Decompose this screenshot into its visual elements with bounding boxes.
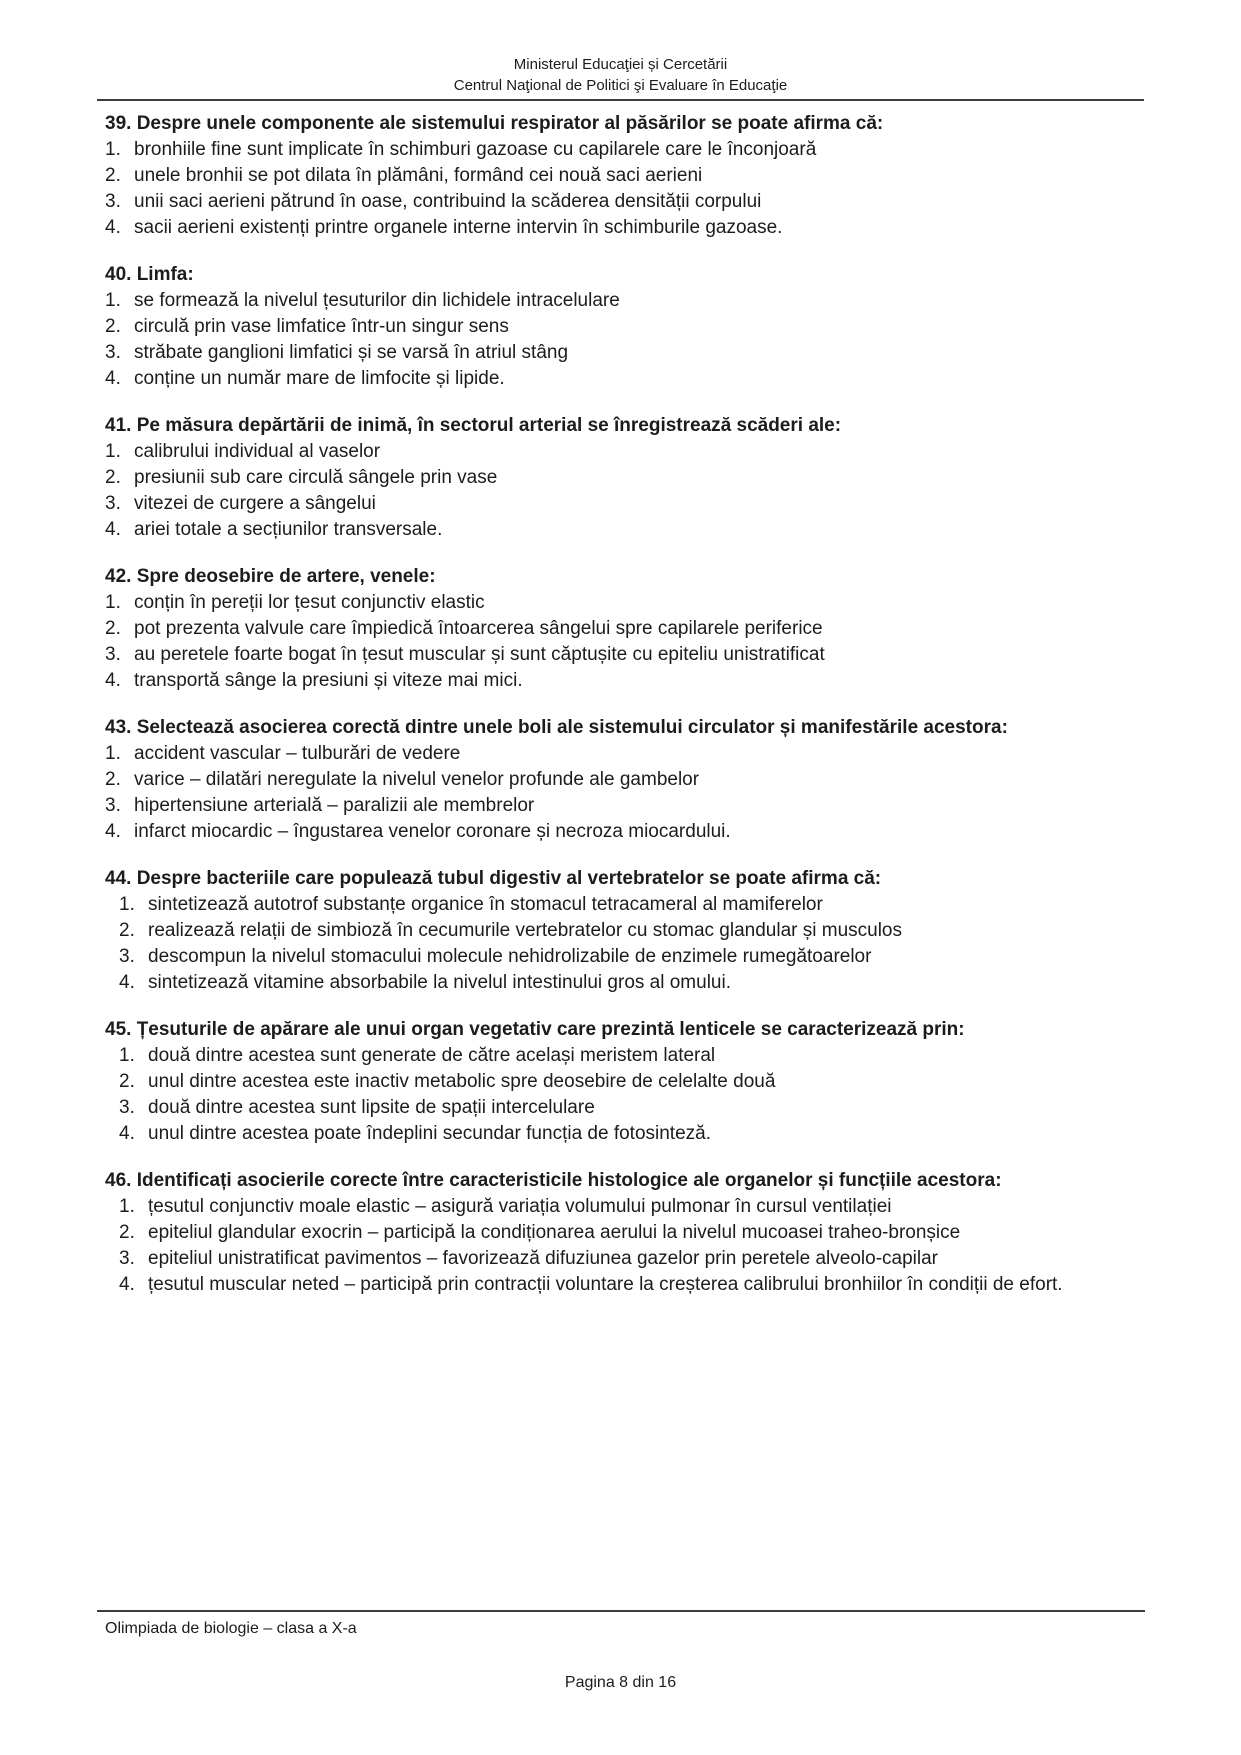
option-row <box>105 1043 1141 1069</box>
option-row <box>105 1194 1141 1220</box>
option-row <box>105 819 1141 845</box>
option-number: 2. <box>105 165 121 186</box>
option-row <box>105 137 1141 163</box>
question-block <box>105 866 1141 996</box>
option-text: conține un număr mare de limfocite și lipide. <box>134 368 505 389</box>
option-number: 2. <box>105 618 121 639</box>
option-number: 4. <box>105 519 121 540</box>
option-row <box>105 288 1141 314</box>
footer-divider <box>97 1610 1145 1612</box>
option-row <box>105 1121 1141 1147</box>
option-text: sintetizează vitamine absorbabile la nivelul intestinului gros al omului. <box>148 972 731 993</box>
option-text: unii saci aerieni pătrund în oase, contribuind la scăderea densității corpului <box>134 191 762 212</box>
option-number: 2. <box>119 1071 135 1092</box>
question-title: 44. Despre bacteriile care populează tubul digestiv al vertebratelor se poate afirma că: <box>105 868 882 889</box>
question-title: 45. Țesuturile de apărare ale unui organ vegetativ care prezintă lenticele se caracterizează prin: <box>105 1019 965 1040</box>
option-number: 2. <box>119 1222 135 1243</box>
option-row <box>105 439 1141 465</box>
option-text: accident vascular – tulburări de vedere <box>134 743 461 764</box>
question-block <box>105 1017 1141 1147</box>
question-block <box>105 564 1141 694</box>
option-text: sacii aerieni existenți printre organele interne intervin în schimburile gazoase. <box>134 217 783 238</box>
option-row <box>105 517 1141 543</box>
option-number: 4. <box>119 1123 135 1144</box>
option-text: epiteliul unistratificat pavimentos – favorizează difuziunea gazelor prin peretele alveolo-capilar <box>148 1248 938 1269</box>
option-row <box>105 918 1141 944</box>
option-number: 4. <box>105 217 121 238</box>
question-options <box>105 590 1141 694</box>
option-text: epiteliul glandular exocrin – participă la condiționarea aerului la nivelul mucoasei traheo-bronșice <box>148 1222 961 1243</box>
option-text: presiunii sub care circulă sângele prin vase <box>134 467 498 488</box>
option-text: bronhiile fine sunt implicate în schimburi gazoase cu capilarele care le înconjoară <box>134 139 817 160</box>
option-number: 4. <box>119 1274 135 1295</box>
option-number: 3. <box>105 191 121 212</box>
option-number: 3. <box>105 795 121 816</box>
option-number: 3. <box>105 493 121 514</box>
question-options <box>105 892 1141 996</box>
question-title: 42. Spre deosebire de artere, venele: <box>105 566 436 587</box>
option-row <box>105 892 1141 918</box>
option-text: două dintre acestea sunt lipsite de spații intercelulare <box>148 1097 595 1118</box>
option-number: 4. <box>119 972 135 993</box>
option-text: pot prezenta valvule care împiedică întoarcerea sângelui spre capilarele periferice <box>134 618 823 639</box>
option-number: 3. <box>119 1248 135 1269</box>
option-number: 1. <box>105 743 121 764</box>
option-row <box>105 642 1141 668</box>
question-options <box>105 741 1141 845</box>
option-text: unele bronhii se pot dilata în plămâni, formând cei nouă saci aerieni <box>134 165 703 186</box>
option-number: 1. <box>105 139 121 160</box>
option-row <box>105 767 1141 793</box>
option-number: 4. <box>105 670 121 691</box>
option-row <box>105 944 1141 970</box>
option-text: țesutul conjunctiv moale elastic – asigură variația volumului pulmonar în cursul ventilației <box>148 1196 892 1217</box>
footer-page-number: Pagina 8 din 16 <box>564 1674 677 1691</box>
option-text: descompun la nivelul stomacului molecule nehidrolizabile de enzimele rumegătoarelor <box>148 946 872 967</box>
question-title: 39. Despre unele componente ale sistemului respirator al păsărilor se poate afirma că: <box>105 113 884 134</box>
option-text: realizează relații de simbioză în cecumurile vertebratelor cu stomac glandular și musculos <box>148 920 902 941</box>
option-number: 1. <box>105 290 121 311</box>
question-block <box>105 111 1141 241</box>
question-options <box>105 1194 1141 1298</box>
option-text: circulă prin vase limfatice într-un singur sens <box>134 316 509 337</box>
question-block <box>105 1168 1141 1298</box>
question-title: 43. Selectează asocierea corectă dintre unele boli ale sistemului circulator și manifestările acestora: <box>105 717 1008 738</box>
option-number: 3. <box>105 342 121 363</box>
option-row <box>105 1069 1141 1095</box>
question-block <box>105 413 1141 543</box>
option-text: unul dintre acestea poate îndeplini secundar funcția de fotosinteză. <box>148 1123 711 1144</box>
option-row <box>105 189 1141 215</box>
header-divider <box>97 99 1144 101</box>
option-number: 1. <box>119 1196 135 1217</box>
option-row <box>105 970 1141 996</box>
option-row <box>105 668 1141 694</box>
option-text: varice – dilatări neregulate la nivelul venelor profunde ale gambelor <box>134 769 700 790</box>
option-row <box>105 590 1141 616</box>
option-text: sintetizează autotrof substanțe organice în stomacul tetracameral al mamiferelor <box>148 894 823 915</box>
option-row <box>105 366 1141 392</box>
option-row <box>105 163 1141 189</box>
option-number: 2. <box>105 316 121 337</box>
option-text: țesutul muscular neted – participă prin contracții voluntare la creșterea calibrului bronhiilor în condiții de efort. <box>148 1274 1063 1295</box>
question-options <box>105 137 1141 241</box>
option-number: 1. <box>105 592 121 613</box>
document-header <box>0 0 1241 96</box>
question-title: 46. Identificați asocierile corecte între caracteristicile histologice ale organelor și funcțiile acestora: <box>105 1170 1002 1191</box>
question-block <box>105 262 1141 392</box>
option-row <box>105 215 1141 241</box>
question-title: 40. Limfa: <box>105 264 194 285</box>
option-number: 3. <box>105 644 121 665</box>
option-text: unul dintre acestea este inactiv metabolic spre deosebire de celelalte două <box>148 1071 776 1092</box>
option-text: ariei totale a secțiunilor transversale. <box>134 519 443 540</box>
ministry-title: Ministerul Educaţiei și Cercetării <box>513 56 728 73</box>
question-title: 41. Pe măsura depărtării de inimă, în sectorul arterial se înregistrează scăderi ale: <box>105 415 842 436</box>
question-options <box>105 1043 1141 1147</box>
option-row <box>105 793 1141 819</box>
question-options <box>105 288 1141 392</box>
option-row <box>105 465 1141 491</box>
option-number: 1. <box>119 1045 135 1066</box>
option-number: 4. <box>105 821 121 842</box>
option-text: au peretele foarte bogat în țesut muscular și sunt căptușite cu epiteliu unistratificat <box>134 644 825 665</box>
option-text: două dintre acestea sunt generate de către același meristem lateral <box>148 1045 716 1066</box>
option-text: străbate ganglioni limfatici și se varsă în atriul stâng <box>134 342 569 363</box>
option-number: 1. <box>105 441 121 462</box>
option-number: 2. <box>119 920 135 941</box>
option-row <box>105 1272 1141 1298</box>
option-number: 1. <box>119 894 135 915</box>
option-row <box>105 340 1141 366</box>
option-row <box>105 314 1141 340</box>
option-number: 3. <box>119 1097 135 1118</box>
option-number: 2. <box>105 769 121 790</box>
option-text: conțin în pereții lor țesut conjunctiv elastic <box>134 592 485 613</box>
option-text: calibrului individual al vaselor <box>134 441 381 462</box>
question-block <box>105 715 1141 845</box>
option-row <box>105 741 1141 767</box>
option-text: hipertensiune arterială – paralizii ale membrelor <box>134 795 535 816</box>
option-text: se formează la nivelul țesuturilor din lichidele intracelulare <box>134 290 620 311</box>
option-row <box>105 491 1141 517</box>
option-text: infarct miocardic – îngustarea venelor coronare și necroza miocardului. <box>134 821 731 842</box>
questions-list <box>0 111 1241 1298</box>
center-subtitle: Centrul Naţional de Politici şi Evaluare în Educaţie <box>453 77 788 94</box>
footer-document-title: Olimpiada de biologie – clasa a X-a <box>105 1620 357 1637</box>
option-row <box>105 1095 1141 1121</box>
option-number: 2. <box>105 467 121 488</box>
option-number: 4. <box>105 368 121 389</box>
question-options <box>105 439 1141 543</box>
option-text: transportă sânge la presiuni și viteze mai mici. <box>134 670 523 691</box>
option-row <box>105 616 1141 642</box>
option-row <box>105 1220 1141 1246</box>
option-row <box>105 1246 1141 1272</box>
option-number: 3. <box>119 946 135 967</box>
option-text: vitezei de curgere a sângelui <box>134 493 376 514</box>
